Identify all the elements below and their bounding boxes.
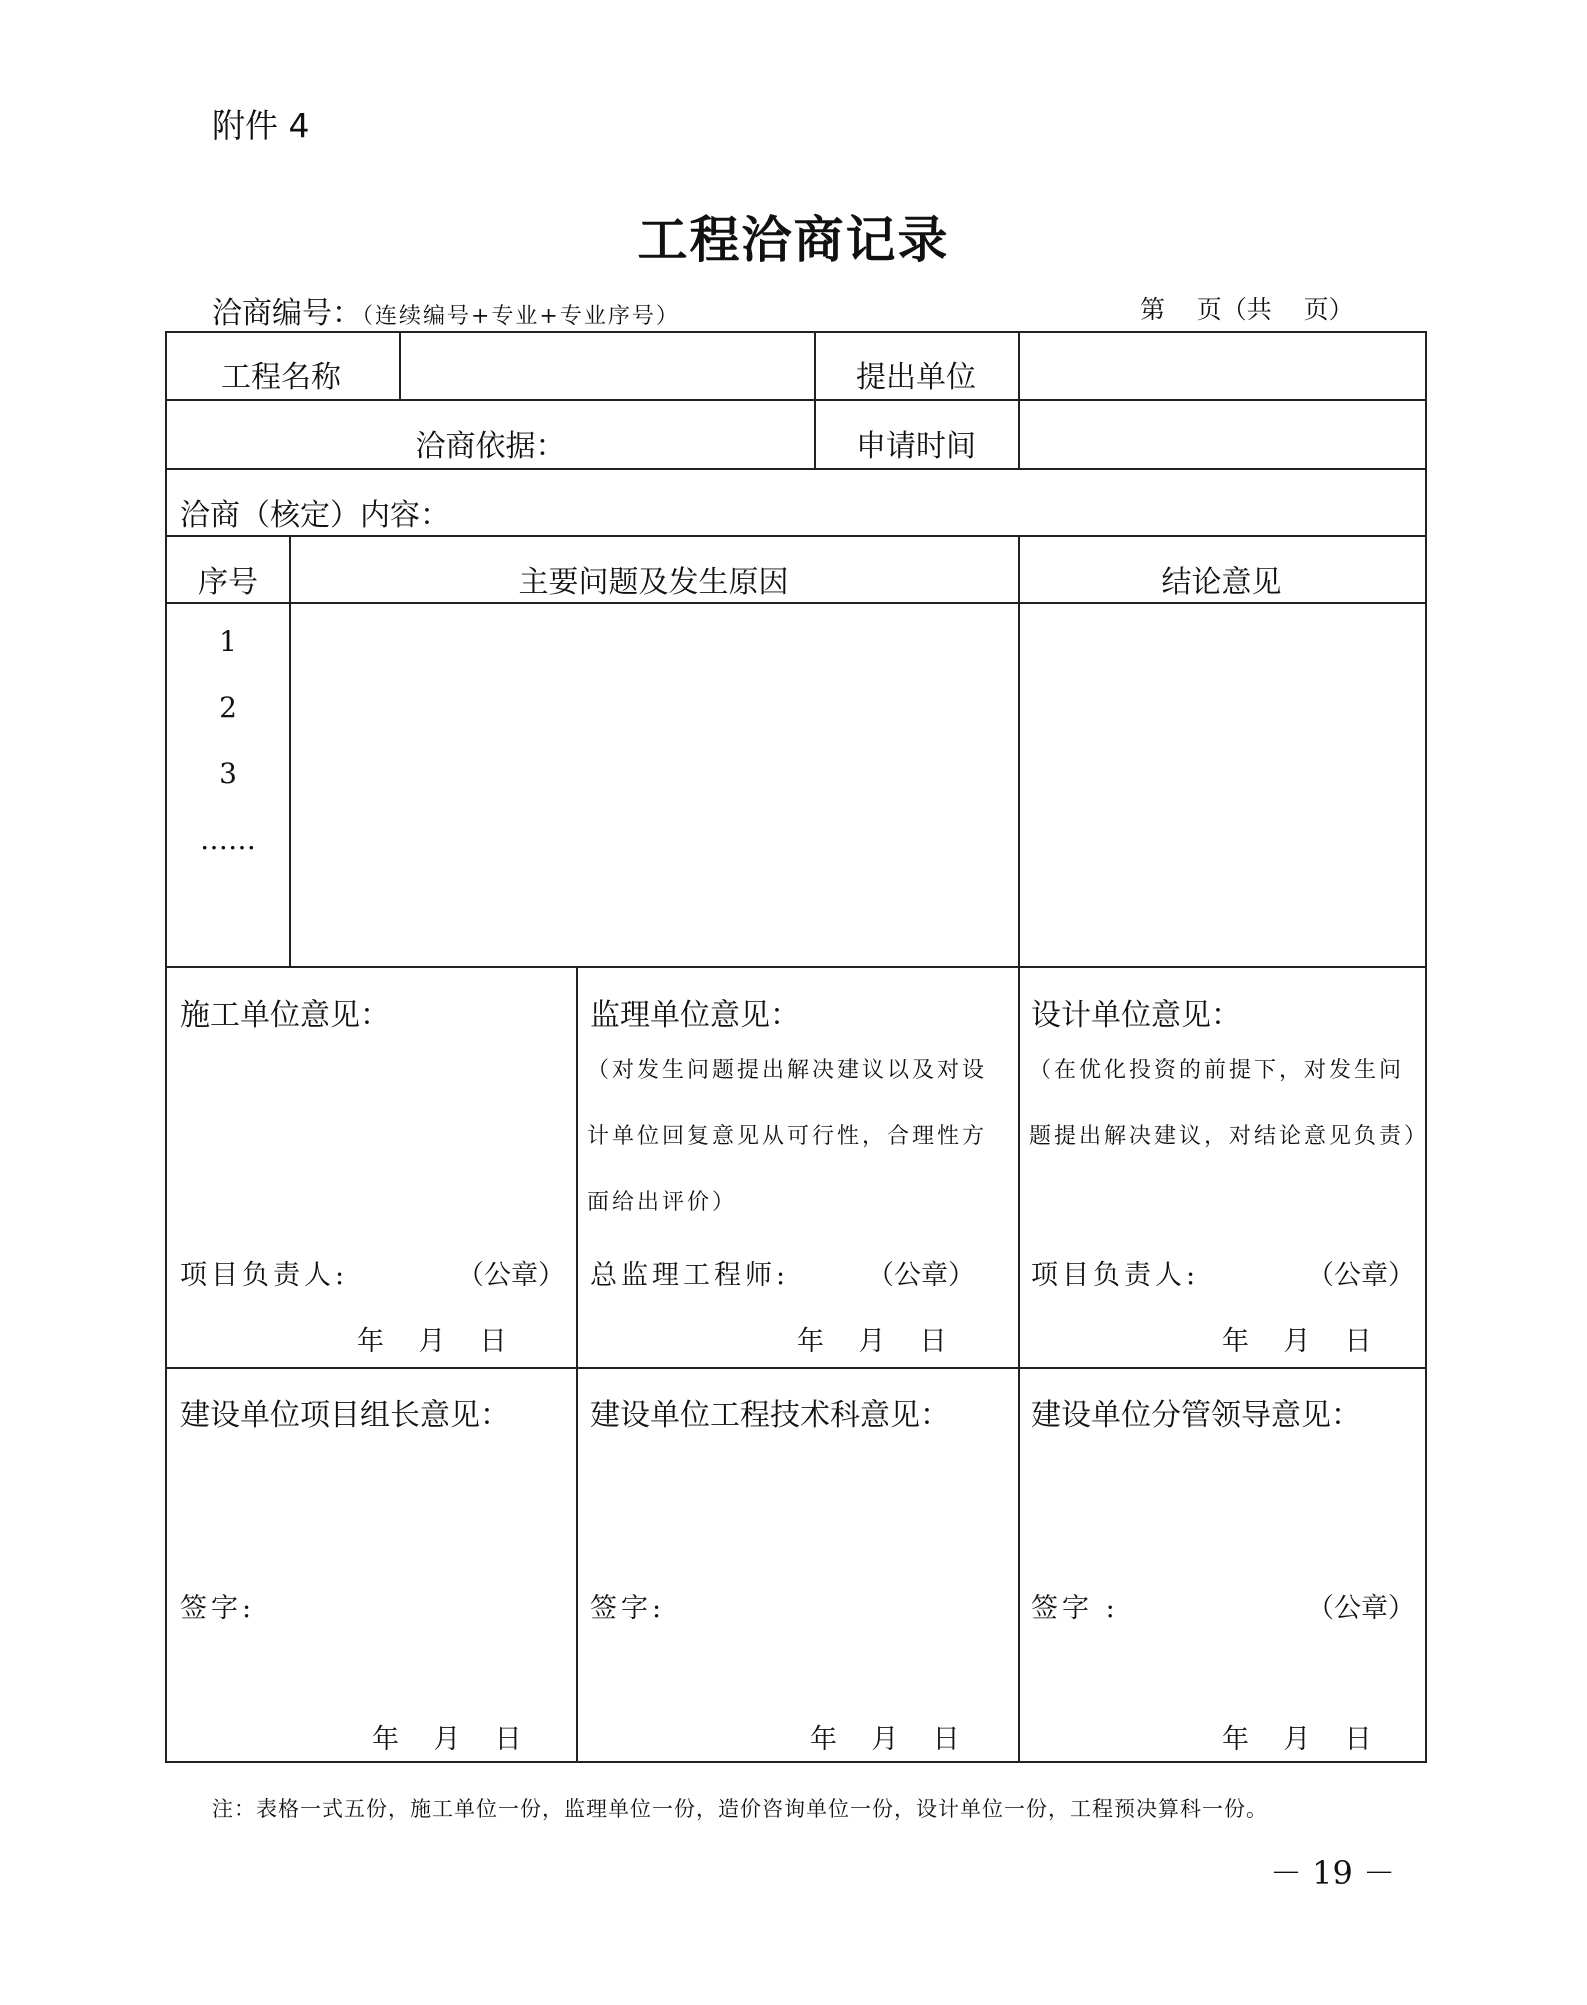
supervision-hint: （对发生问题提出解决建议以及对设计单位回复意见从可行性，合理性方面给出评价） xyxy=(587,1058,988,1215)
item-number: 1 xyxy=(219,625,237,658)
supervision-opinion-title: 监理单位意见： xyxy=(590,998,800,1033)
project-name-label: 工程名称 xyxy=(221,360,341,395)
negotiation-number xyxy=(212,288,680,332)
form-title: 工程洽商记录 xyxy=(637,210,950,269)
design-date: 年 月 日 xyxy=(1222,1326,1372,1357)
item-number: 2 xyxy=(219,691,237,724)
row-divider xyxy=(167,468,1425,470)
supervision-sign-label: 总监理工程师: xyxy=(590,1260,790,1291)
negotiation-form-table xyxy=(165,331,1430,1763)
owner-tech-date: 年 月 日 xyxy=(810,1724,960,1755)
supervision-date: 年 月 日 xyxy=(797,1326,947,1357)
item-number: 3 xyxy=(219,757,237,790)
supervision-seal: （公章） xyxy=(867,1260,975,1291)
design-hint: （在优化投资的前提下，对发生问题提出解决建议，对结论意见负责） xyxy=(1029,1058,1430,1149)
footnote: 注：表格一式五份，施工单位一份，监理单位一份，造价咨询单位一份，设计单位一份，工程预决算科一份。 xyxy=(212,1797,1268,1821)
owner-tech-sign-label: 签字: xyxy=(590,1593,666,1624)
design-opinion-title: 设计单位意见： xyxy=(1031,998,1241,1033)
construction-sign-label: 项目负责人: xyxy=(180,1260,349,1291)
row-divider xyxy=(167,602,1425,604)
col-header-issue: 主要问题及发生原因 xyxy=(518,565,789,600)
page-count-info: 第 页（共 页） xyxy=(1140,295,1354,324)
col-header-no: 序号 xyxy=(198,565,258,600)
col-divider xyxy=(399,333,401,399)
attachment-label: 附件 4 xyxy=(212,106,310,145)
row-divider xyxy=(167,399,1425,401)
owner-leader-sign-label: 签字 : xyxy=(1031,1593,1119,1624)
negotiation-number-hint: （连续编号+专业+专业序号） xyxy=(362,304,680,329)
owner-leader-opinion-title: 建设单位分管领导意见： xyxy=(1031,1398,1361,1433)
item-number-ellipsis: …… xyxy=(200,823,256,856)
construction-date: 年 月 日 xyxy=(357,1326,507,1357)
negotiation-number-label: 洽商编号： xyxy=(212,296,362,331)
apply-time-label: 申请时间 xyxy=(856,429,976,464)
page-number: － 19 － xyxy=(1270,1854,1396,1892)
row-divider xyxy=(167,535,1425,537)
submit-unit-label: 提出单位 xyxy=(856,360,976,395)
owner-group-opinion-title: 建设单位项目组长意见： xyxy=(180,1398,510,1433)
owner-group-sign-label: 签字: xyxy=(180,1593,256,1624)
col-divider xyxy=(1018,333,1020,468)
owner-leader-seal: （公章） xyxy=(1307,1593,1415,1624)
owner-leader-date: 年 月 日 xyxy=(1222,1724,1372,1755)
row-divider xyxy=(167,966,1425,968)
col-divider xyxy=(576,966,578,1763)
col-divider xyxy=(1018,966,1020,1763)
content-label: 洽商（核定）内容： xyxy=(180,498,450,533)
owner-tech-opinion-title: 建设单位工程技术科意见： xyxy=(590,1398,950,1433)
construction-seal: （公章） xyxy=(457,1260,565,1291)
design-sign-label: 项目负责人: xyxy=(1031,1260,1200,1291)
basis-label: 洽商依据： xyxy=(415,429,566,464)
owner-group-date: 年 月 日 xyxy=(372,1724,522,1755)
construction-opinion-title: 施工单位意见： xyxy=(180,998,390,1033)
col-header-conclusion: 结论意见 xyxy=(1161,565,1282,600)
design-seal: （公章） xyxy=(1307,1260,1415,1291)
row-divider xyxy=(167,1367,1425,1369)
